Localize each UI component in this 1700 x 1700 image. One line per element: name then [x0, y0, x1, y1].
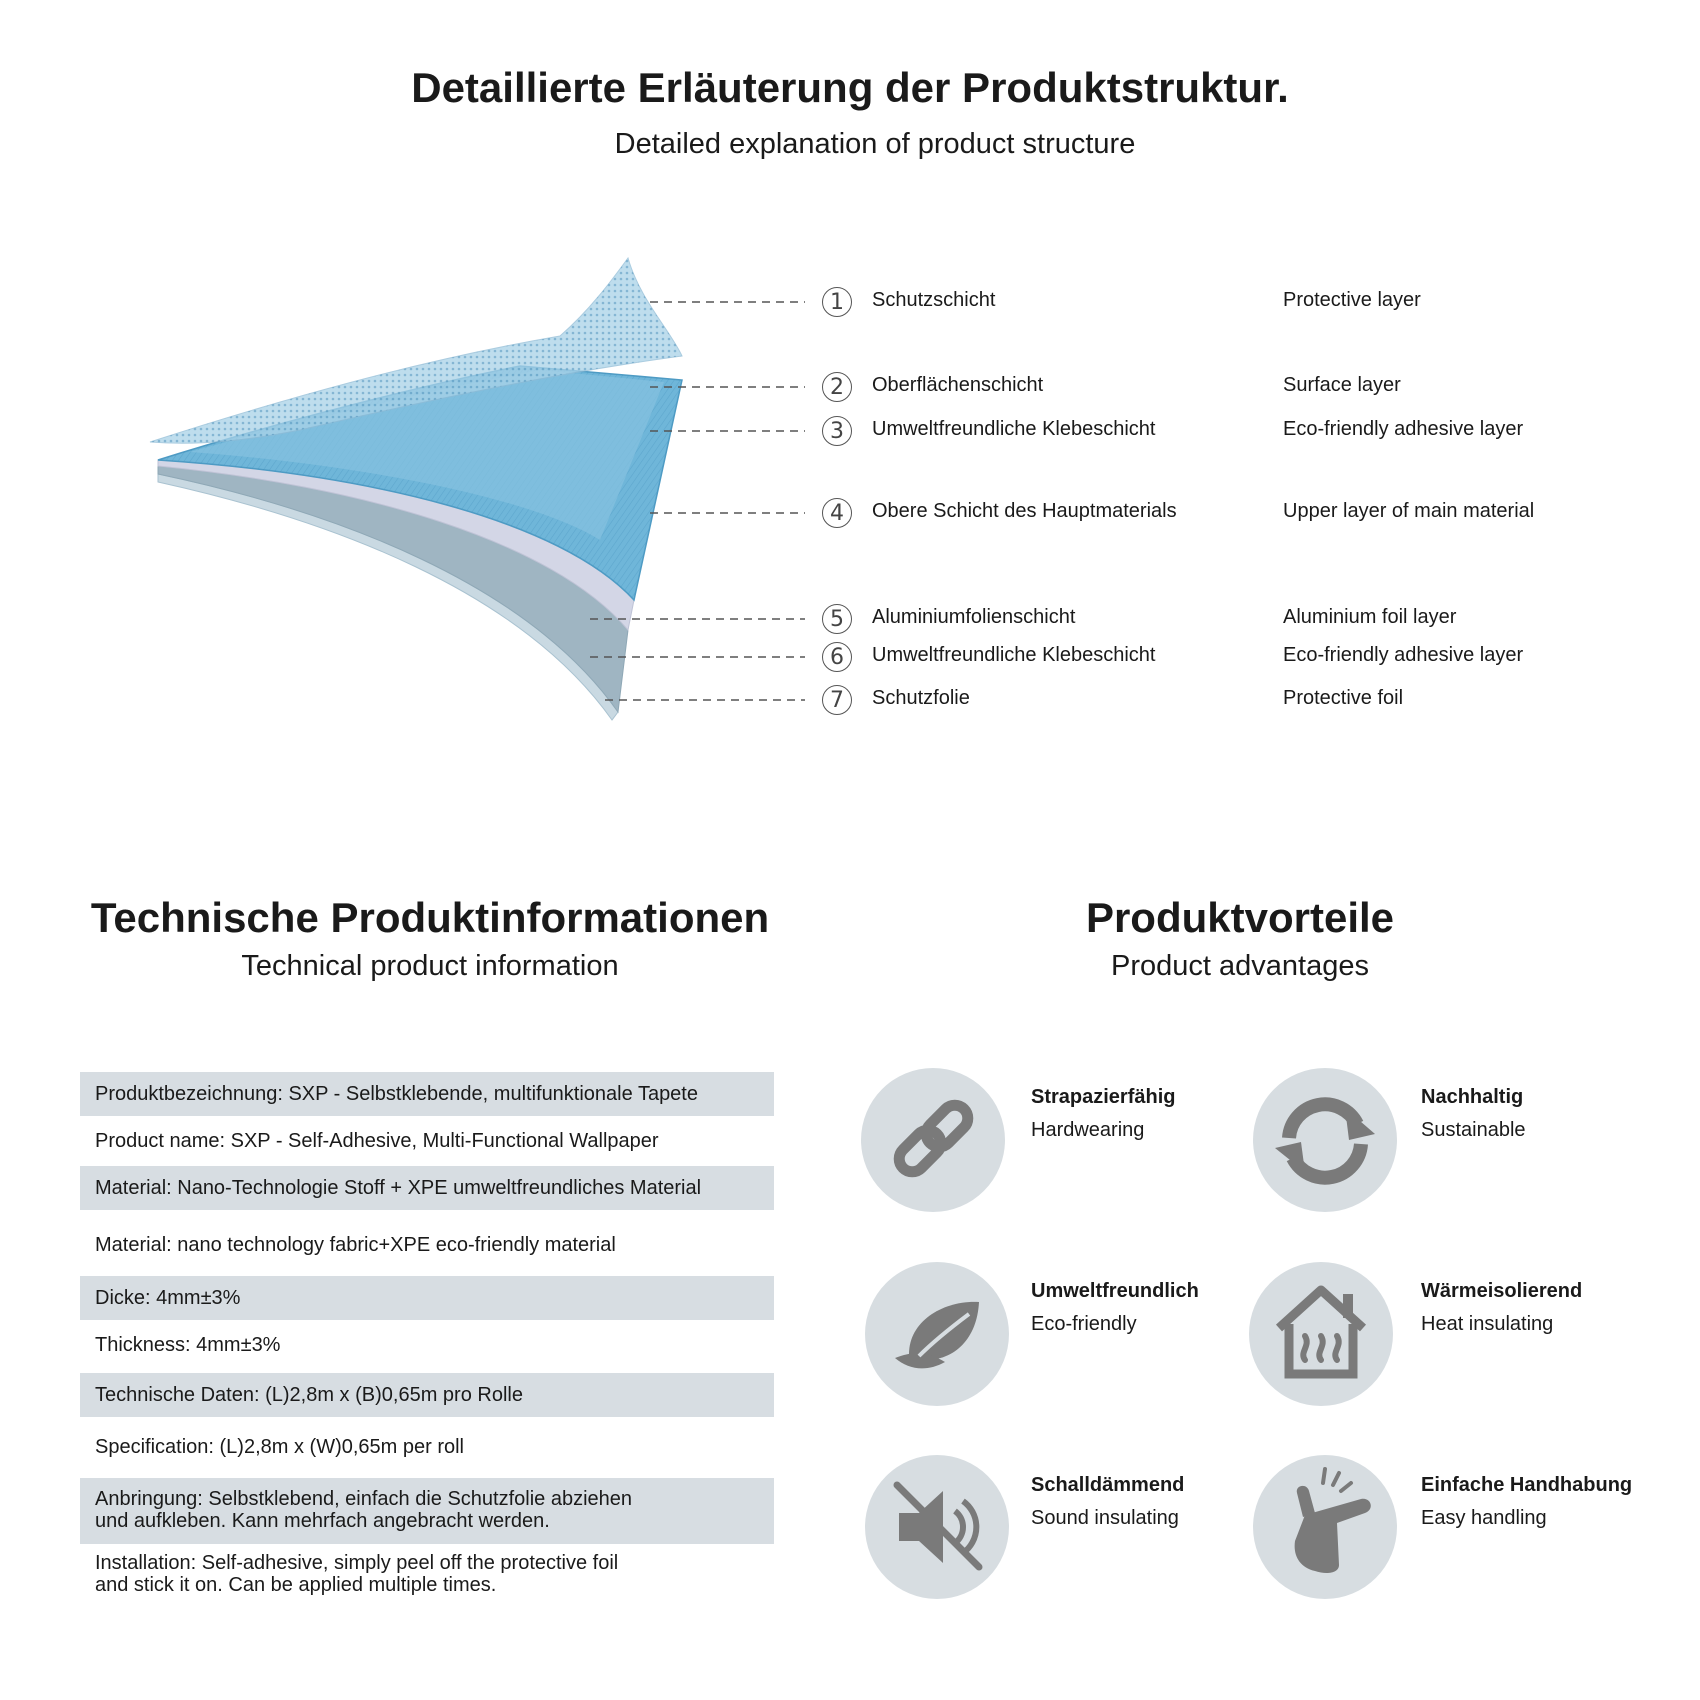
layer-number: 1	[822, 287, 852, 317]
layer-row-4	[0, 494, 1700, 534]
layer-row-6	[0, 638, 1700, 678]
advantage-icon-badge	[1253, 1455, 1397, 1599]
layer-number: 2	[822, 372, 852, 402]
layer-label-de: Schutzfolie	[872, 687, 970, 709]
layer-label-de: Oberflächenschicht	[872, 374, 1044, 396]
tech-row-text: Material: nano technology fabric+XPE eco-friendly material	[95, 1234, 616, 1256]
layer-row-2	[0, 368, 1700, 408]
layer-number: 6	[822, 642, 852, 672]
layer-label-de: Aluminiumfolienschicht	[872, 606, 1076, 628]
tech-row-en	[80, 1210, 774, 1280]
tech-row-de	[80, 1276, 774, 1320]
advantage-icon-badge	[865, 1455, 1009, 1599]
tech-row-en	[80, 1417, 774, 1477]
layer-label-en: Aluminium foil layer	[1283, 606, 1457, 628]
advantage-label-en: Hardwearing	[1031, 1119, 1145, 1141]
tech-section-subtitle: Technical product information	[241, 950, 619, 982]
advantages-section-subtitle: Product advantages	[1111, 950, 1369, 982]
advantage-icon-badge	[1249, 1262, 1393, 1406]
tech-row-text: Installation: Self-adhesive, simply peel off the protective foil and stick it on. Can be applied multiple times.	[95, 1552, 619, 1596]
tech-row-text: Technische Daten: (L)2,8m x (B)0,65m pro Rolle	[95, 1384, 523, 1406]
layer-label-de: Obere Schicht des Hauptmaterials	[872, 500, 1177, 522]
tech-row-de	[80, 1373, 774, 1417]
layer-label-de: Umweltfreundliche Klebeschicht	[872, 418, 1156, 440]
advantage-label-de: Schalldämmend	[1031, 1474, 1185, 1496]
tech-row-text: Dicke: 4mm±3%	[95, 1287, 241, 1309]
tech-row-en	[80, 1544, 774, 1604]
layer-label-de: Schutzschicht	[872, 289, 996, 311]
layer-row-5	[0, 600, 1700, 640]
advantage-label-de: Strapazierfähig	[1031, 1086, 1176, 1108]
tech-row-text: Produktbezeichnung: SXP - Selbstklebende, multifunktionale Tapete	[95, 1083, 698, 1105]
page-title: Detaillierte Erläuterung der Produktstruktur.	[411, 64, 1289, 111]
tech-row-de	[80, 1478, 774, 1544]
layer-number: 7	[822, 685, 852, 715]
advantage-label-en: Sustainable	[1421, 1119, 1526, 1141]
tech-row-text: Product name: SXP - Self-Adhesive, Multi-Functional Wallpaper	[95, 1130, 659, 1152]
advantage-label-de: Umweltfreundlich	[1031, 1280, 1199, 1302]
layer-row-3	[0, 412, 1700, 452]
layer-label-de: Umweltfreundliche Klebeschicht	[872, 644, 1156, 666]
layer-number: 5	[822, 604, 852, 634]
recycle-arrows-icon	[1253, 1068, 1397, 1212]
layer-number: 3	[822, 416, 852, 446]
mute-speaker-icon	[865, 1455, 1009, 1599]
chain-link-icon	[861, 1068, 1005, 1212]
tech-row-text: Specification: (L)2,8m x (W)0,65m per roll	[95, 1436, 465, 1458]
advantage-label-en: Easy handling	[1421, 1507, 1547, 1529]
tech-row-text: Thickness: 4mm±3%	[95, 1334, 281, 1356]
hand-snap-icon	[1253, 1455, 1397, 1599]
advantage-label-en: Eco-friendly	[1031, 1313, 1137, 1335]
advantage-icon-badge	[861, 1068, 1005, 1212]
tech-row-de	[80, 1072, 774, 1116]
layer-label-en: Eco-friendly adhesive layer	[1283, 418, 1524, 440]
tech-row-en	[80, 1320, 774, 1370]
tech-row-text: Anbringung: Selbstklebend, einfach die Schutzfolie abziehen und aufkleben. Kann mehrfach angebracht werden.	[95, 1488, 633, 1532]
tech-section-title: Technische Produktinformationen	[90, 894, 770, 941]
layer-label-en: Upper layer of main material	[1283, 500, 1535, 522]
layer-label-en: Protective foil	[1283, 687, 1404, 709]
layer-row-1	[0, 283, 1700, 323]
layer-label-en: Surface layer	[1283, 374, 1401, 396]
layer-label-en: Protective layer	[1283, 289, 1421, 311]
layer-label-en: Eco-friendly adhesive layer	[1283, 644, 1524, 666]
house-heat-icon	[1249, 1262, 1393, 1406]
layer-number: 4	[822, 498, 852, 528]
tech-row-text: Material: Nano-Technologie Stoff + XPE umweltfreundliches Material	[95, 1177, 702, 1199]
advantage-icon-badge	[1253, 1068, 1397, 1212]
advantages-section-title: Produktvorteile	[1085, 894, 1395, 941]
layer-row-7	[0, 681, 1700, 721]
advantage-label-de: Nachhaltig	[1421, 1086, 1524, 1108]
advantage-label-de: Einfache Handhabung	[1421, 1474, 1633, 1496]
advantage-icon-badge	[865, 1262, 1009, 1406]
advantage-label-de: Wärmeisolierend	[1421, 1280, 1583, 1302]
tech-row-de	[80, 1166, 774, 1210]
advantage-label-en: Heat insulating	[1421, 1313, 1554, 1335]
advantage-label-en: Sound insulating	[1031, 1507, 1179, 1529]
leaf-icon	[865, 1262, 1009, 1406]
tech-row-en	[80, 1116, 774, 1166]
page-subtitle: Detailed explanation of product structure	[614, 128, 1136, 160]
